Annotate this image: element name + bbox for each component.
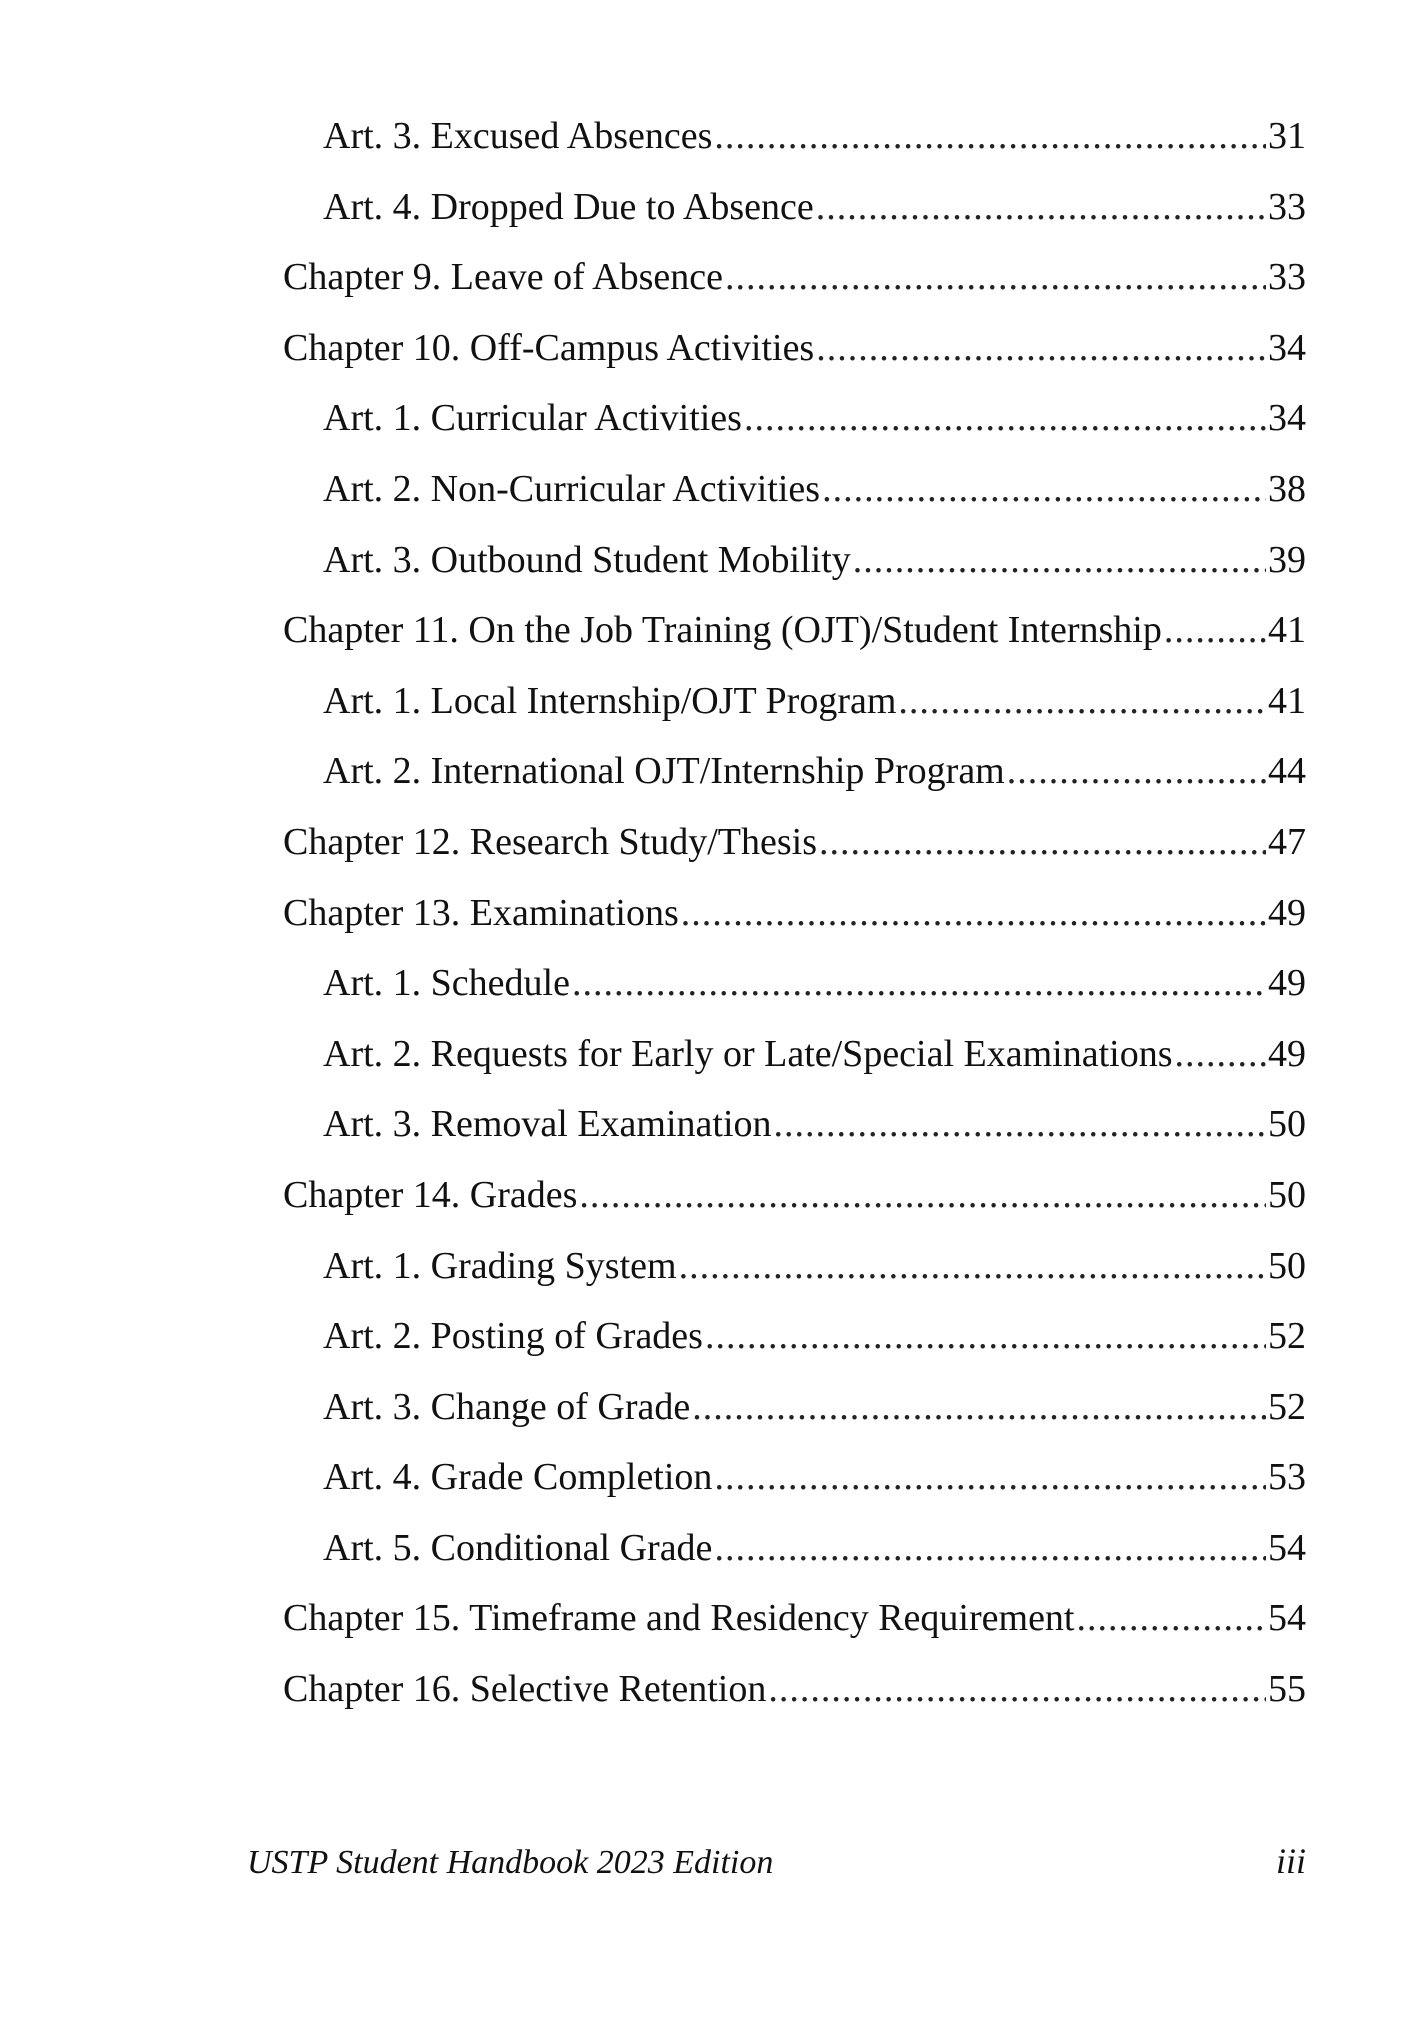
footer-page-number: iii (1275, 1841, 1306, 1881)
toc-entry-title: Art. 2. Requests for Early or Late/Special Examinations (323, 1032, 1173, 1075)
toc-entry-title: Chapter 10. Off-Campus Activities (283, 326, 815, 369)
toc-entry-title: Art. 2. Non-Curricular Activities (323, 467, 821, 510)
toc-entry[interactable] (283, 1172, 1306, 1243)
dot-leader (819, 819, 1266, 865)
toc-entry[interactable] (283, 395, 1306, 466)
toc-entry-title: Art. 4. Dropped Due to Absence (323, 185, 814, 228)
page-footer (247, 1840, 1306, 1882)
dot-leader (1175, 1031, 1267, 1077)
toc-entry-title: Art. 5. Conditional Grade (323, 1526, 713, 1569)
toc-entry-title: Art. 2. International OJT/Internship Program (323, 750, 1005, 793)
table-of-contents (283, 113, 1306, 1737)
toc-entry-title: Art. 1. Schedule (323, 962, 570, 1005)
toc-entry[interactable] (283, 607, 1306, 678)
toc-entry-title: Art. 4. Grade Completion (323, 1456, 713, 1499)
dot-leader (816, 184, 1266, 230)
toc-entry-title: Chapter 9. Leave of Absence (283, 256, 723, 299)
toc-entry-page: 31 (1268, 115, 1306, 157)
toc-entry-page: 50 (1268, 1103, 1306, 1146)
toc-entry-page: 49 (1268, 962, 1306, 1005)
toc-entry[interactable] (283, 466, 1306, 537)
toc-entry[interactable] (283, 678, 1306, 749)
dot-leader (579, 1172, 1266, 1218)
toc-entry-page: 54 (1268, 1526, 1306, 1569)
toc-entry-page: 49 (1268, 1032, 1306, 1075)
toc-entry[interactable] (283, 325, 1306, 396)
toc-entry-page: 41 (1268, 609, 1306, 652)
toc-entry[interactable] (283, 1313, 1306, 1384)
toc-entry[interactable] (283, 890, 1306, 961)
toc-entry-page: 53 (1268, 1456, 1306, 1499)
toc-entry[interactable] (283, 184, 1306, 255)
toc-entry[interactable] (283, 1595, 1306, 1666)
dot-leader (679, 1243, 1266, 1289)
dot-leader (1077, 1595, 1267, 1641)
dot-leader (744, 395, 1266, 441)
dot-leader (774, 1101, 1266, 1147)
toc-entry-page: 34 (1268, 397, 1306, 440)
toc-entry[interactable] (283, 748, 1306, 819)
toc-entry-title: Chapter 13. Examinations (283, 891, 679, 934)
toc-entry[interactable] (283, 819, 1306, 890)
dot-leader (898, 678, 1266, 724)
toc-entry-page: 33 (1268, 185, 1306, 228)
dot-leader (714, 113, 1266, 159)
toc-entry-page: 54 (1268, 1597, 1306, 1640)
dot-leader (725, 254, 1266, 300)
toc-entry[interactable] (283, 1454, 1306, 1525)
toc-entry-title: Art. 1. Curricular Activities (323, 397, 742, 440)
dot-leader (572, 960, 1266, 1006)
toc-entry-title: Chapter 12. Research Study/Thesis (283, 820, 818, 863)
toc-entry[interactable] (283, 1243, 1306, 1314)
toc-entry-title: Chapter 14. Grades (283, 1173, 578, 1216)
toc-entry-title: Art. 1. Grading System (323, 1244, 677, 1287)
toc-entry-page: 47 (1268, 820, 1306, 863)
dot-leader (705, 1313, 1266, 1359)
dot-leader (692, 1384, 1266, 1430)
toc-entry-title: Art. 3. Excused Absences (323, 115, 713, 157)
toc-entry-page: 33 (1268, 256, 1306, 299)
toc-entry-title: Art. 3. Change of Grade (323, 1385, 691, 1428)
toc-entry-title: Chapter 16. Selective Retention (283, 1668, 767, 1711)
dot-leader (1164, 607, 1266, 653)
toc-entry-page: 34 (1268, 326, 1306, 369)
footer-title: USTP Student Handbook 2023 Edition (247, 1844, 774, 1881)
dot-leader (1007, 748, 1266, 794)
toc-entry[interactable] (283, 1031, 1306, 1102)
toc-entry[interactable] (283, 1384, 1306, 1455)
toc-entry-page: 44 (1268, 750, 1306, 793)
toc-entry[interactable] (283, 254, 1306, 325)
toc-entry-title: Art. 3. Removal Examination (323, 1103, 772, 1146)
toc-entry-page: 49 (1268, 891, 1306, 934)
toc-entry-page: 55 (1268, 1668, 1306, 1711)
toc-entry-title: Chapter 15. Timeframe and Residency Requirement (283, 1597, 1075, 1640)
dot-leader (853, 537, 1266, 583)
dot-leader (768, 1666, 1266, 1712)
toc-entry-page: 52 (1268, 1315, 1306, 1358)
toc-entry[interactable] (283, 960, 1306, 1031)
toc-entry-title: Art. 3. Outbound Student Mobility (323, 538, 851, 581)
toc-entry-title: Art. 2. Posting of Grades (323, 1315, 703, 1358)
toc-entry-page: 39 (1268, 538, 1306, 581)
dot-leader (822, 466, 1266, 512)
toc-entry[interactable] (283, 1101, 1306, 1172)
toc-entry-page: 50 (1268, 1173, 1306, 1216)
toc-entry-page: 50 (1268, 1244, 1306, 1287)
toc-entry-page: 38 (1268, 467, 1306, 510)
dot-leader (816, 325, 1266, 371)
toc-entry[interactable] (283, 1666, 1306, 1737)
toc-entry-title: Chapter 11. On the Job Training (OJT)/Student Internship (283, 609, 1162, 652)
toc-entry[interactable] (283, 537, 1306, 608)
toc-entry-title: Art. 1. Local Internship/OJT Program (323, 679, 897, 722)
dot-leader (714, 1525, 1266, 1571)
toc-entry-page: 41 (1268, 679, 1306, 722)
toc-entry[interactable] (283, 113, 1306, 184)
dot-leader (681, 890, 1266, 936)
toc-entry[interactable] (283, 1525, 1306, 1596)
toc-entry-page: 52 (1268, 1385, 1306, 1428)
dot-leader (714, 1454, 1266, 1500)
